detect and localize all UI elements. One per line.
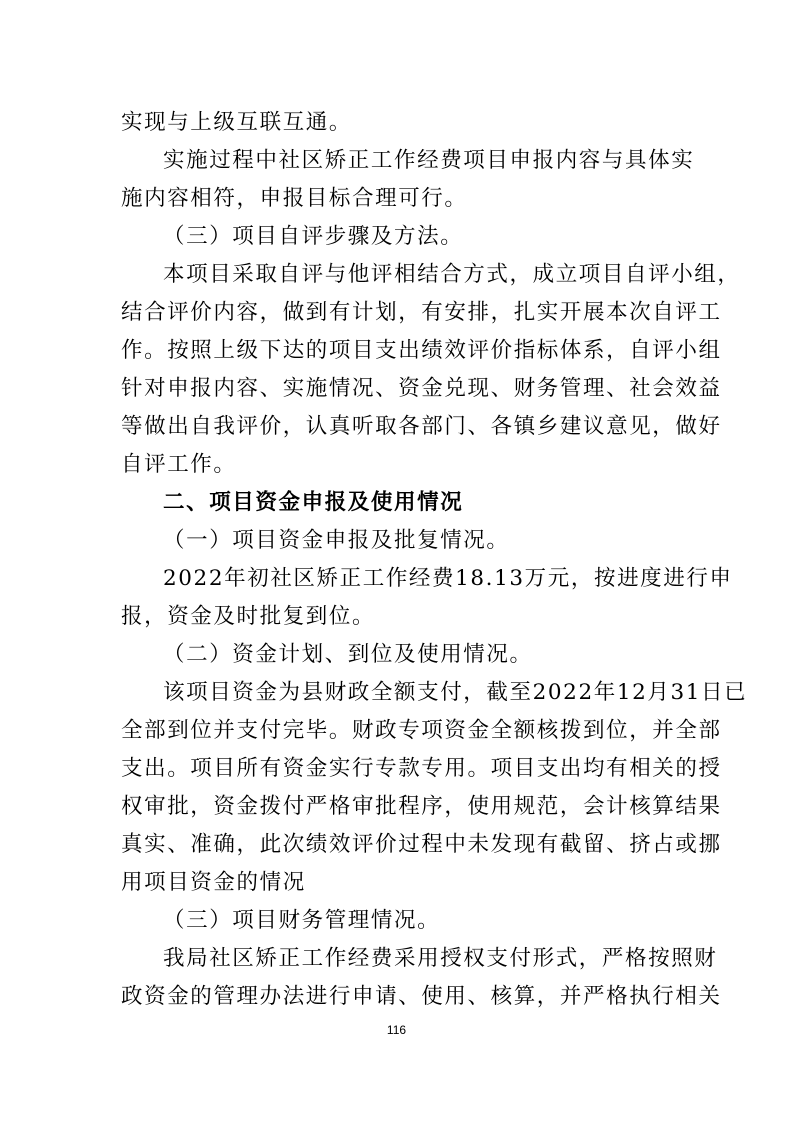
- page-number: 116: [386, 1023, 407, 1037]
- text-line: 结合评价内容，做到有计划，有安排，扎实开展本次自评工: [121, 300, 722, 325]
- text-line: 权审批，资金拨付严格审批程序，使用规范，会计核算结果: [121, 794, 722, 819]
- text-line: 等做出自我评价，认真听取各部门、各镇乡建议意见，做好: [121, 414, 722, 439]
- text-line: 报，资金及时批复到位。: [121, 604, 376, 629]
- section-heading: 二、项目资金申报及使用情况: [163, 490, 464, 515]
- text-line: 政资金的管理办法进行申请、使用、核算，并严格执行相关: [121, 984, 722, 1009]
- text-line: 用项目资金的情况: [121, 870, 306, 895]
- text-line: 该项目资金为县财政全额支付，截至2022年12月31日已: [163, 680, 748, 705]
- text-line: 本项目采取自评与他评相结合方式，成立项目自评小组，: [163, 262, 741, 287]
- text-line: 全部到位并支付完毕。财政专项资金全额核拨到位，并全部: [121, 718, 722, 743]
- text-line: 针对申报内容、实施情况、资金兑现、财务管理、社会效益: [121, 376, 722, 401]
- text-line: 施内容相符，申报目标合理可行。: [121, 186, 468, 211]
- subsection-heading: （三）项目财务管理情况。: [163, 908, 441, 933]
- text-line: 我局社区矫正工作经费采用授权支付形式，严格按照财: [163, 946, 718, 971]
- subsection-heading: （一）项目资金申报及批复情况。: [163, 528, 510, 553]
- subsection-heading: （三）项目自评步骤及方法。: [163, 224, 464, 249]
- text-line: 作。按照上级下达的项目支出绩效评价指标体系，自评小组: [121, 338, 722, 363]
- text-line: 实现与上级互联互通。: [121, 110, 353, 135]
- text-line: 自评工作。: [121, 452, 237, 477]
- text-line: 2022年初社区矫正工作经费18.13万元，按进度进行申: [163, 566, 733, 591]
- text-line: 真实、准确，此次绩效评价过程中未发现有截留、挤占或挪: [121, 832, 722, 857]
- text-line: 实施过程中社区矫正工作经费项目申报内容与具体实: [163, 148, 695, 173]
- subsection-heading: （二）资金计划、到位及使用情况。: [163, 642, 533, 667]
- text-line: 支出。项目所有资金实行专款专用。项目支出均有相关的授: [121, 756, 722, 781]
